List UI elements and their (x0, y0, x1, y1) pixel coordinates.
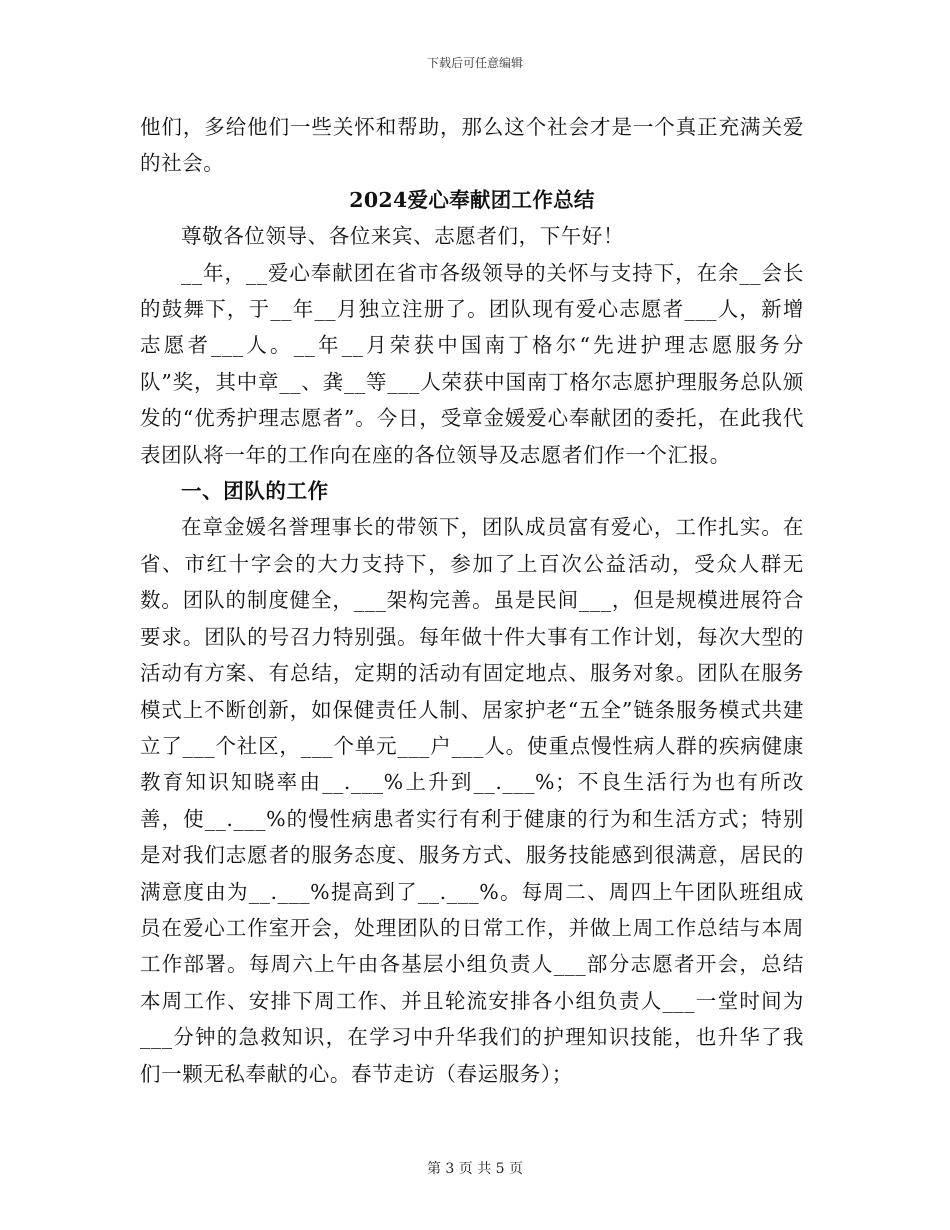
intro-paragraph: __年，__爱心奉献团在省市各级领导的关怀与支持下，在余__会长的鼓舞下，于__年__月独立注册了。团队现有爱心志愿者___人，新增志愿者___人。__年__月荣获中国南丁格尔“先进护理志愿服务分队”奖，其中章__、龚__等___人荣获中国南丁格尔志愿护理服务总队颁发的“优秀护理志愿者”。今日，受章金媛爱心奉献团的委托，在此我代表团队将一年的工作向在座的各位领导及志愿者们作一个汇报。 (140, 260, 804, 467)
document-body (140, 109, 804, 1092)
body-paragraph: 在章金媛名誉理事长的带领下，团队成员富有爱心，工作扎实。在省、市红十字会的大力支持下，参加了上百次公益活动，受众人群无数。团队的制度健全，___架构完善。虽是民间___，但是规模进展符合要求。团队的号召力特别强。每年做十件大事有工作计划，每次大型的活动有方案、有总结，定期的活动有固定地点、服务对象。团队在服务模式上不断创新，如保健责任人制、居家护老“五全”链条服务模式共建立了___个社区，___个单元___户___人。使重点慢性病人群的疾病健康教育知识知晓率由__.___%上升到__.___%；不良生活行为也有所改善，使__.___%的慢性病患者实行有利于健康的行为和生活方式；特别是对我们志愿者的服务态度、服务方式、服务技能感到很满意，居民的满意度由为__.___%提高到了__.___%。每周二、周四上午团队班组成员在爱心工作室开会，处理团队的日常工作，并做上周工作总结与本周工作部署。每周六上午由各基层小组负责人___部分志愿者开会，总结本周工作、安排下周工作、并且轮流安排各小组负责人___一堂时间为___分钟的急救知识，在学习中升华我们的护理知识技能，也升华了我们一颗无私奉献的心。春节走访（春运服务）； (140, 515, 804, 1086)
page-number-footer: 第 3 页 共 5 页 (426, 1161, 524, 1177)
page-header: 下载后可任意编辑 (426, 56, 523, 70)
document-title: 2024爱心奉献团工作总结 (349, 187, 595, 212)
section-heading: 一、团队的工作 (181, 479, 329, 504)
continued-paragraph: 他们，多给他们一些关怀和帮助，那么这个社会才是一个真正充满关爱的社会。 (140, 115, 804, 176)
greeting-paragraph: 尊敬各位领导、各位来宾、志愿者们，下午好！ (181, 224, 625, 249)
